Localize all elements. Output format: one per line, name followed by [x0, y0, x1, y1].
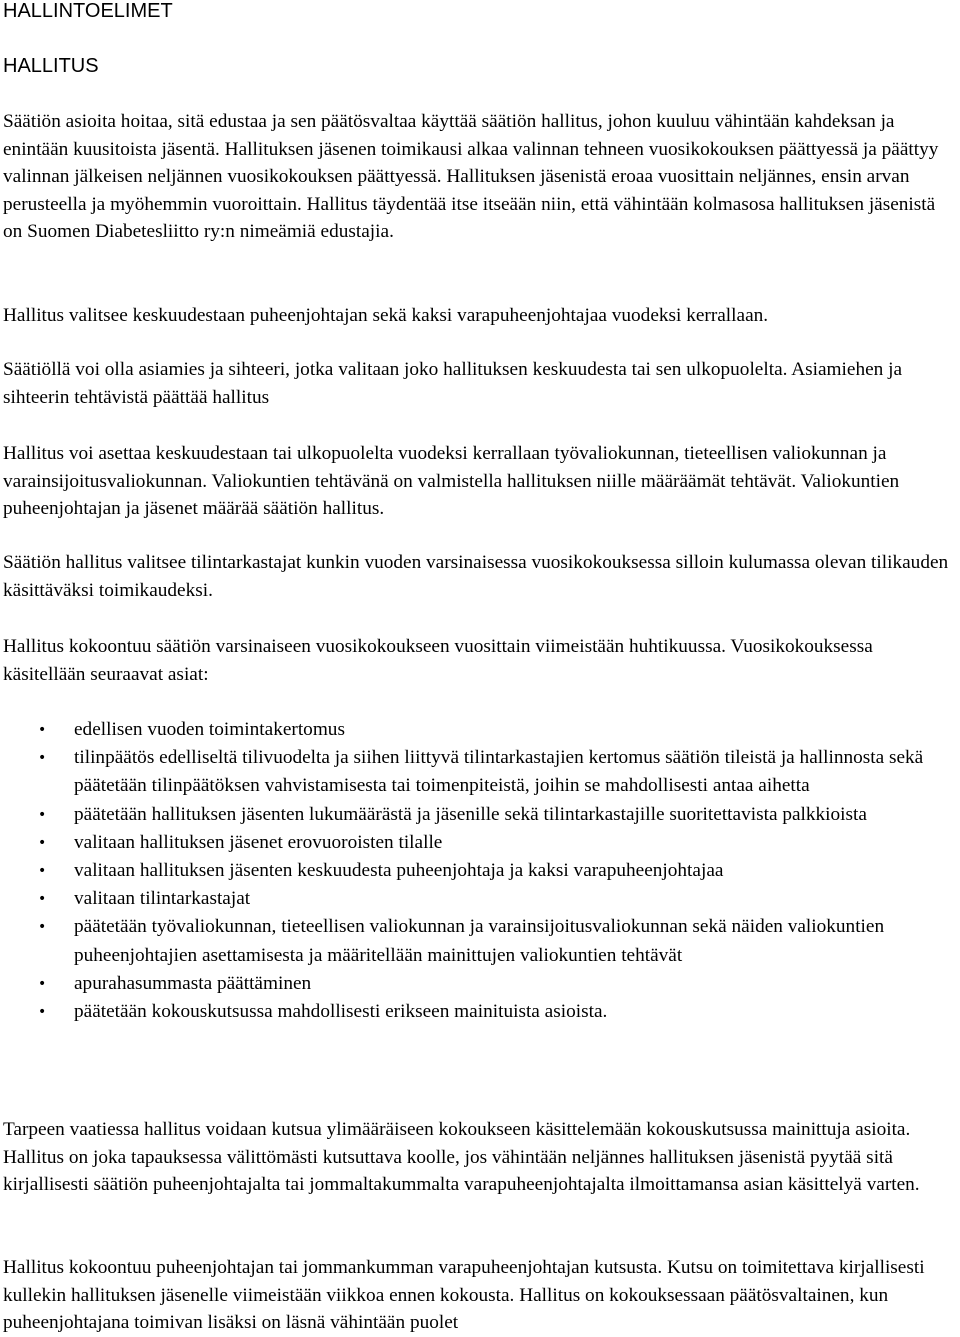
list-item — [3, 857, 958, 885]
bullet-icon: • — [38, 834, 47, 851]
paragraph-annual-meeting: Hallitus kokoontuu säätiön varsinaiseen vuosikokoukseen vuosittain viimeistään huhtikuussa. Vuosikokouksessa käsitellään seuraavat asiat: — [3, 636, 873, 685]
bullet-icon: • — [38, 919, 47, 936]
bullet-icon: • — [38, 891, 47, 908]
list-item-text: tilinpäätös edelliseltä tilivuodelta ja siihen liittyvä tilintarkastajien kertomus säätiön tileistä ja hallinnosta sekä päätetään tilinpäätöksen vahvistamisesta tai toimenpiteistä, joihin se mahdollisesti antaa aihetta — [74, 747, 924, 797]
list-item — [3, 801, 958, 829]
bullet-icon: • — [38, 863, 47, 880]
list-item — [3, 970, 958, 998]
list-item — [3, 885, 958, 913]
bullet-icon: • — [38, 1004, 47, 1021]
bullet-icon: • — [38, 806, 47, 823]
bullet-icon: • — [38, 975, 47, 992]
list-item — [3, 716, 958, 744]
document-title: HALLINTOELIMET — [3, 0, 173, 22]
section-heading: HALLITUS — [3, 55, 99, 77]
bullet-icon: • — [38, 722, 47, 738]
list-item-text: päätetään hallituksen jäsenten lukumäärästä ja jäsenille sekä tilintarkastajille suoritettavista palkkioista — [74, 803, 867, 825]
list-item-text: apurahasummasta päättäminen — [74, 972, 312, 994]
paragraph-extra-meeting: Tarpeen vaatiessa hallitus voidaan kutsua ylimääräiseen kokoukseen käsittelemään kokouskutsussa mainittuja asioita. Hallitus on joka tapauksessa välittömästi kutsuttava koolle, jos vähintään neljännes hallituksen jäsenistä pyytää sitä kirjallisesti säätiön puheenjohtajalta tai jommaltakummalta varapuheenjohtajalta ilmoittamansa asian käsittelyä varten. — [3, 1119, 920, 1195]
list-item-text: päätetään kokouskutsussa mahdollisesti erikseen mainituista asioista. — [74, 1001, 608, 1023]
list-item-text: valitaan hallituksen jäsenet erovuoroisten tilalle — [74, 831, 443, 853]
list-item — [3, 829, 958, 857]
list-item — [3, 913, 958, 969]
list-item-text: valitaan hallituksen jäsenten keskuudesta puheenjohtaja ja kaksi varapuheenjohtajaa — [74, 860, 724, 882]
paragraph-secretary: Säätiöllä voi olla asiamies ja sihteeri, jotka valitaan joko hallituksen keskuudesta tai sen ulkopuolelta. Asiamiehen ja sihteerin tehtävistä päättää hallitus — [3, 359, 903, 408]
list-item-text: valitaan tilintarkastajat — [74, 888, 251, 910]
list-item-text: edellisen vuoden toimintakertomus — [74, 719, 345, 740]
paragraph-auditors: Säätiön hallitus valitsee tilintarkastajat kunkin vuoden varsinaisessa vuosikokouksessa silloin kulumassa olevan tilikauden käsittäväksi toimikaudeksi. — [3, 552, 949, 601]
paragraph-chair-election: Hallitus valitsee keskuudestaan puheenjohtajan sekä kaksi varapuheenjohtajaa vuodeksi kerrallaan. — [3, 305, 769, 326]
bullet-icon: • — [38, 750, 47, 767]
list-item — [3, 998, 958, 1026]
list-item — [3, 744, 958, 800]
list-item-text: päätetään työvaliokunnan, tieteellisen valiokunnan ja varainsijoitusvaliokunnan sekä näiden valiokuntien puheenjohtajien asettamisesta ja määritellään mainittujen valiokuntien tehtävät — [74, 916, 885, 966]
agenda-list — [3, 716, 958, 1026]
paragraph-committees: Hallitus voi asettaa keskuudestaan tai ulkopuolelta vuodeksi kerrallaan työvaliokunnan, tieteellisen valiokunnan ja varainsijoitusvaliokunnan. Valiokuntien tehtävänä on valmistella hallituksen niille määräämät tehtävät. Valiokuntien puheenjohtajan ja jäsenet määrää säätiön hallitus. — [3, 443, 900, 519]
paragraph-board-composition: Säätiön asioita hoitaa, sitä edustaa ja sen päätösvaltaa käyttää säätiön hallitus, johon kuuluu vähintään kahdeksan ja enintään kuusitoista jäsentä. Hallituksen jäsenen toimikausi alkaa valinnan tehneen vuosikokouksen päättyessä ja päättyy valinnan jälkeisen neljännen vuosikokouksen päättyessä. Hallituksen jäsenistä eroaa vuosittain neljännes, ensin arvan perusteella ja myöhemmin vuoroittain. Hallitus täydentää itse itseään niin, että vähintään kolmasosa hallituksen jäsenistä on Suomen Diabetesliitto ry:n nimeämiä edustajia. — [3, 111, 939, 242]
paragraph-meeting-notice: Hallitus kokoontuu puheenjohtajan tai jommankumman varapuheenjohtajan kutsusta. Kutsu on toimitettava kirjallisesti kullekin hallituksen jäsenelle viimeistään viikkoa ennen kokousta. Hallitus on kokouksessaan päätösvaltainen, kun puheenjohtajana toimivan lisäksi on läsnä vähintään puolet — [3, 1257, 925, 1333]
